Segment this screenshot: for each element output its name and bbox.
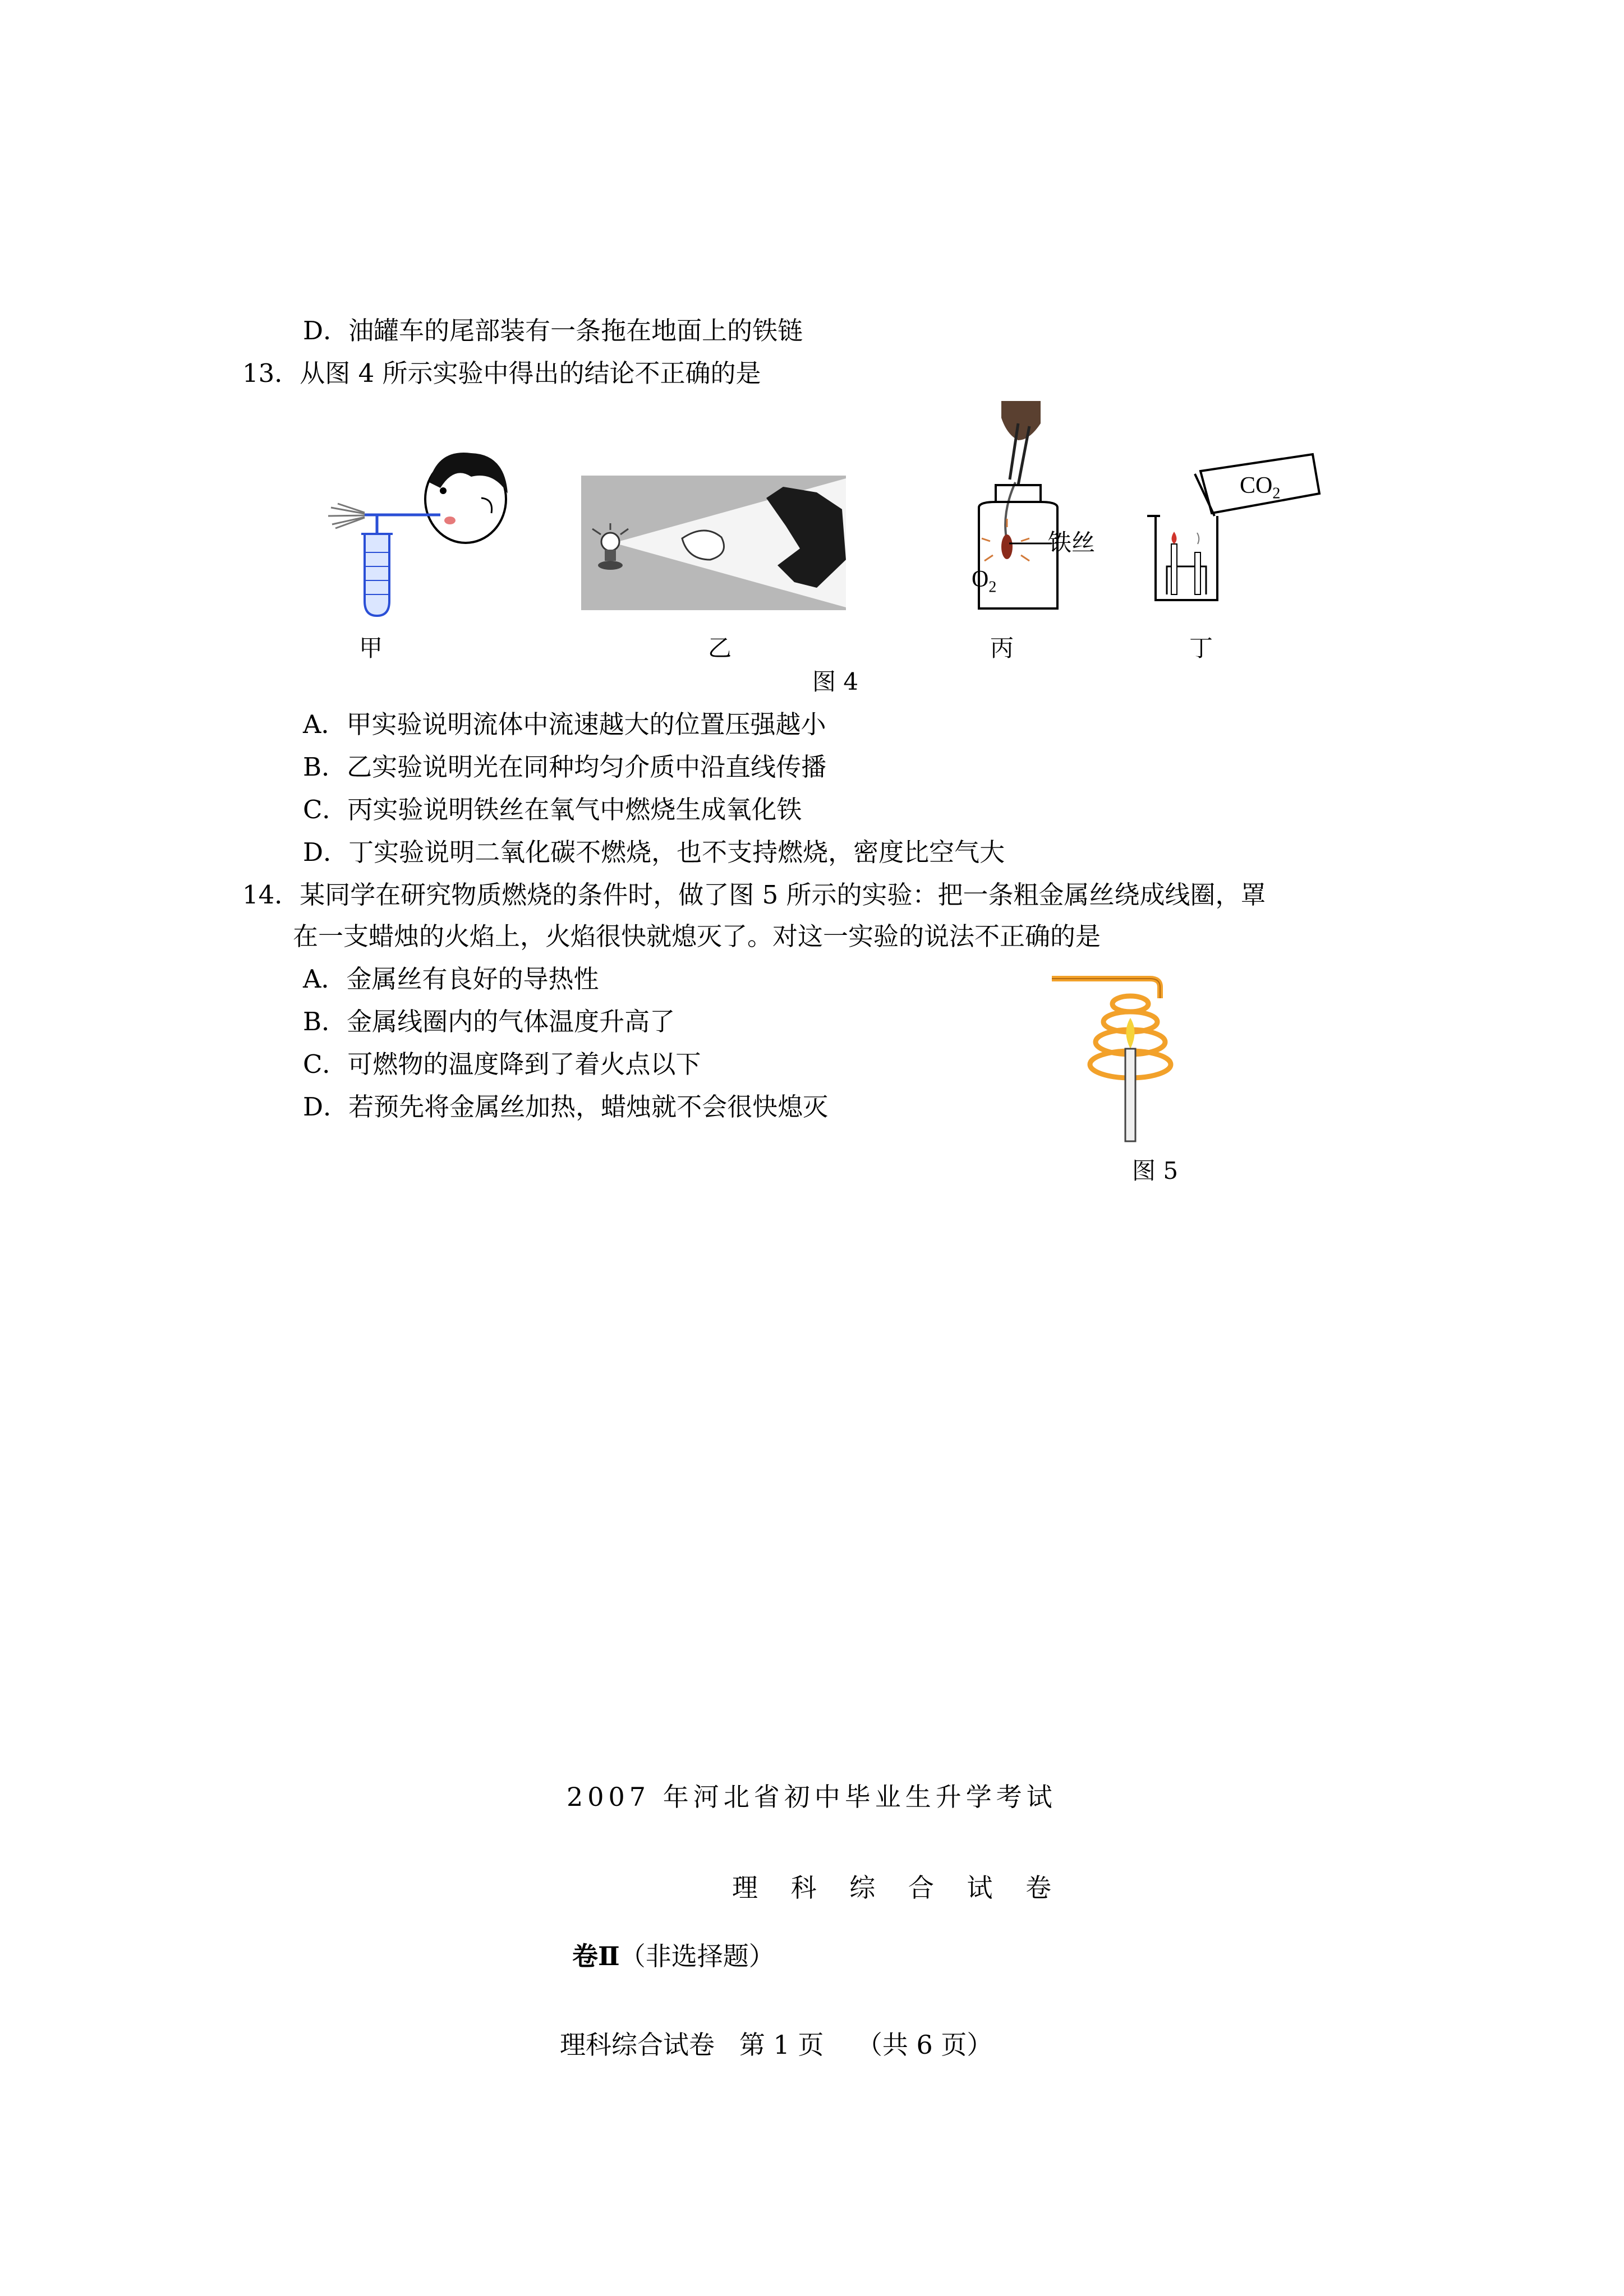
q12-option-d: D．油罐车的尾部装有一条拖在地面上的铁链 (303, 316, 803, 345)
exam-title: 2007 年河北省初中毕业生升学考试 (567, 1782, 1057, 1812)
q14-option-c: C．可燃物的温度降到了着火点以下 (303, 1049, 701, 1079)
q13-option-b: B．乙实验说明光在同种均匀介质中沿直线传播 (303, 752, 827, 782)
part-note: （非选择题） (619, 1941, 775, 1971)
figure-4-panel-jia (325, 437, 510, 617)
figure-4-label-bing: 丙 (990, 634, 1014, 662)
q13-option-a: A．甲实验说明流体中流速越大的位置压强越小 (303, 709, 826, 739)
figure-5-coil-candle (1049, 965, 1206, 1144)
part-label: 卷Ⅱ (572, 1941, 620, 1971)
figure-5-caption: 图 5 (1132, 1157, 1179, 1184)
q14-stem-line1: 14．某同学在研究物质燃烧的条件时，做了图 5 所示的实验：把一条粗金属丝绕成线圈，罩 (242, 880, 1266, 910)
q14-option-a: A．金属丝有良好的导热性 (303, 964, 599, 994)
figure-4-label-tiesi: 铁丝 (1048, 529, 1096, 556)
figure-4-panel-yi (581, 476, 846, 610)
part-heading (572, 1936, 775, 1973)
paper-title: 理 科 综 合 试 卷 (732, 1873, 1064, 1903)
page-footer: 理科综合试卷 第 1 页 （共 6 页） (560, 2030, 993, 2060)
q14-stem-line2: 在一支蜡烛的火焰上，火焰很快就熄灭了。对这一实验的说法不正确的是 (293, 921, 1101, 951)
figure-4-label-o2: $O_2$ (972, 566, 997, 596)
figure-4-caption: 图 4 (812, 668, 859, 695)
q14-option-d: D．若预先将金属丝加热，蜡烛就不会很快熄灭 (303, 1092, 829, 1122)
q13-option-c: C．丙实验说明铁丝在氧气中燃烧生成氧化铁 (303, 795, 802, 824)
figure-4-panel-ding (1144, 432, 1324, 606)
q13-stem: 13．从图 4 所示实验中得出的结论不正确的是 (242, 358, 761, 388)
figure-4-label-ding: 丁 (1189, 634, 1213, 662)
q13-option-d: D．丁实验说明二氧化碳不燃烧，也不支持燃烧，密度比空气大 (303, 837, 1005, 867)
figure-4-label-co2: $CO_2$ (1240, 473, 1281, 502)
figure-4-label-jia: 甲 (359, 634, 383, 662)
figure-4-label-yi: 乙 (708, 634, 732, 662)
q14-option-b: B．金属线圈内的气体温度升高了 (303, 1007, 675, 1036)
